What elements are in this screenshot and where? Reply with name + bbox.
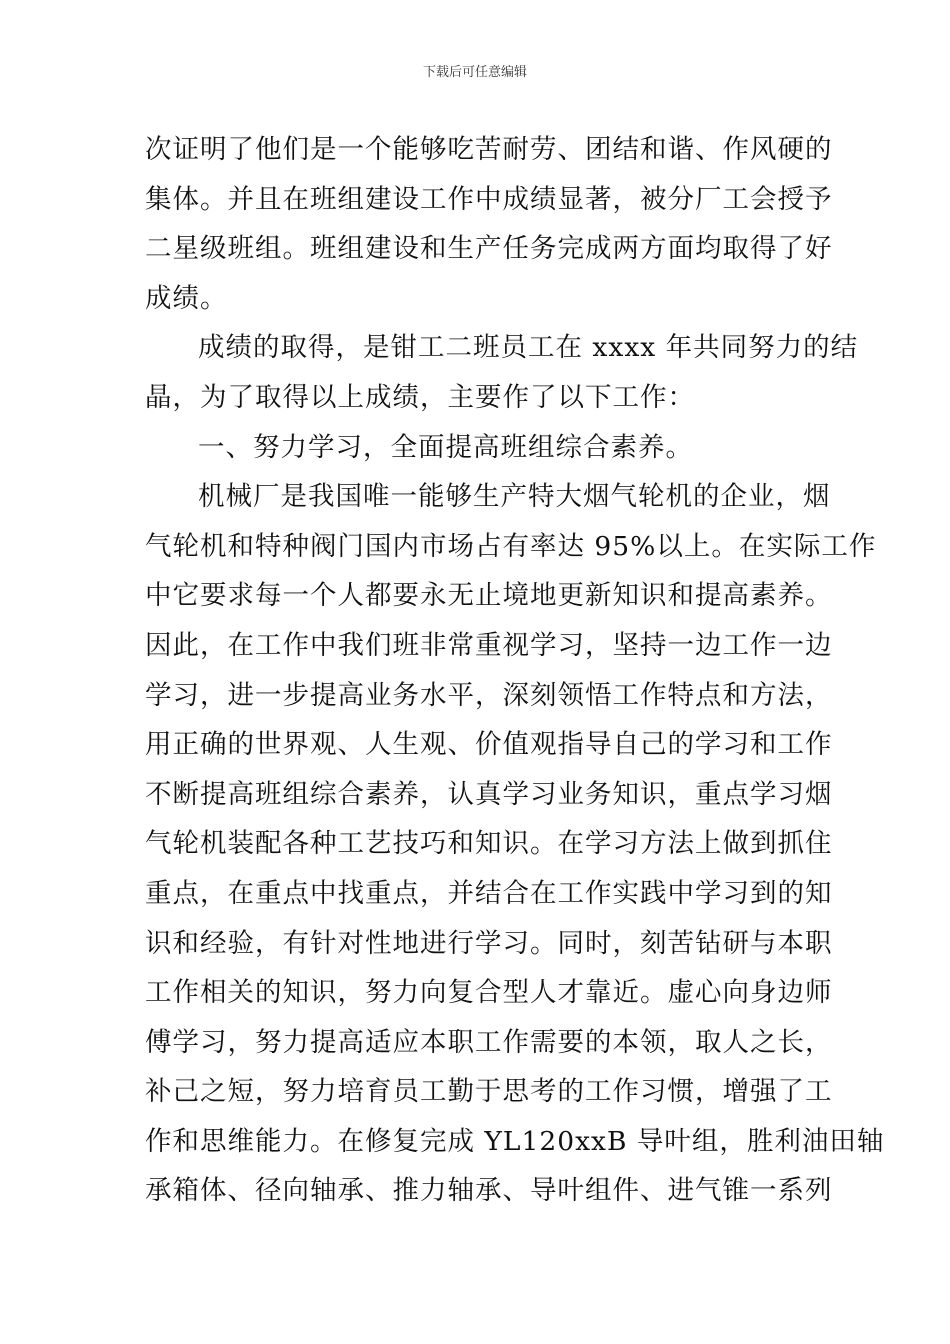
text-line: 机械厂是我国唯一能够生产特大烟气轮机的企业，烟 <box>198 481 831 513</box>
text-line: 二星级班组。班组建设和生产任务完成两方面均取得了好 <box>145 233 833 265</box>
text-line: 工作相关的知识，努力向复合型人才靠近。虚心向身边师 <box>145 977 833 1009</box>
text-line: 重点，在重点中找重点，并结合在工作实践中学习到的知 <box>145 877 833 909</box>
text-line: 用正确的世界观、人生观、价值观指导自己的学习和工作 <box>145 729 833 761</box>
text-line: 学习，进一步提高业务水平，深刻领悟工作特点和方法， <box>145 679 833 711</box>
document-body <box>145 125 885 1216</box>
text-line: 次证明了他们是一个能够吃苦耐劳、团结和谐、作风硬的 <box>145 134 833 165</box>
text-line: 一、努力学习，全面提高班组综合素养。 <box>198 431 693 463</box>
text-line: 集体。并且在班组建设工作中成绩显著，被分厂工会授予 <box>145 183 833 215</box>
text-line: 晶，为了取得以上成绩，主要作了以下工作： <box>145 381 695 413</box>
text-line: 成绩的取得，是钳工二班员工在 xxxx 年共同努力的结 <box>198 332 859 364</box>
text-line: 气轮机装配各种工艺技巧和知识。在学习方法上做到抓住 <box>145 828 833 860</box>
text-line: 补己之短，努力培育员工勤于思考的工作习惯，增强了工 <box>145 1076 833 1108</box>
text-line: 识和经验，有针对性地进行学习。同时，刻苦钻研与本职 <box>145 927 833 959</box>
text-line: 中它要求每一个人都要永无止境地更新知识和提高素养。 <box>145 580 833 612</box>
text-line: 傅学习，努力提高适应本职工作需要的本领，取人之长， <box>145 1026 833 1058</box>
text-line: 因此，在工作中我们班非常重视学习，坚持一边工作一边 <box>145 629 833 661</box>
text-line: 不断提高班组综合素养，认真学习业务知识，重点学习烟 <box>145 778 833 810</box>
page-header: 下载后可任意编辑 <box>422 65 527 80</box>
text-line: 成绩。 <box>145 282 228 314</box>
text-line: 作和思维能力。在修复完成 YL120xxB 导叶组，胜利油田轴 <box>145 1125 885 1157</box>
text-line: 承箱体、径向轴承、推力轴承、导叶组件、进气锥一系列 <box>145 1175 833 1207</box>
text-line: 气轮机和特种阀门国内市场占有率达 95%以上。在实际工作 <box>145 530 877 562</box>
